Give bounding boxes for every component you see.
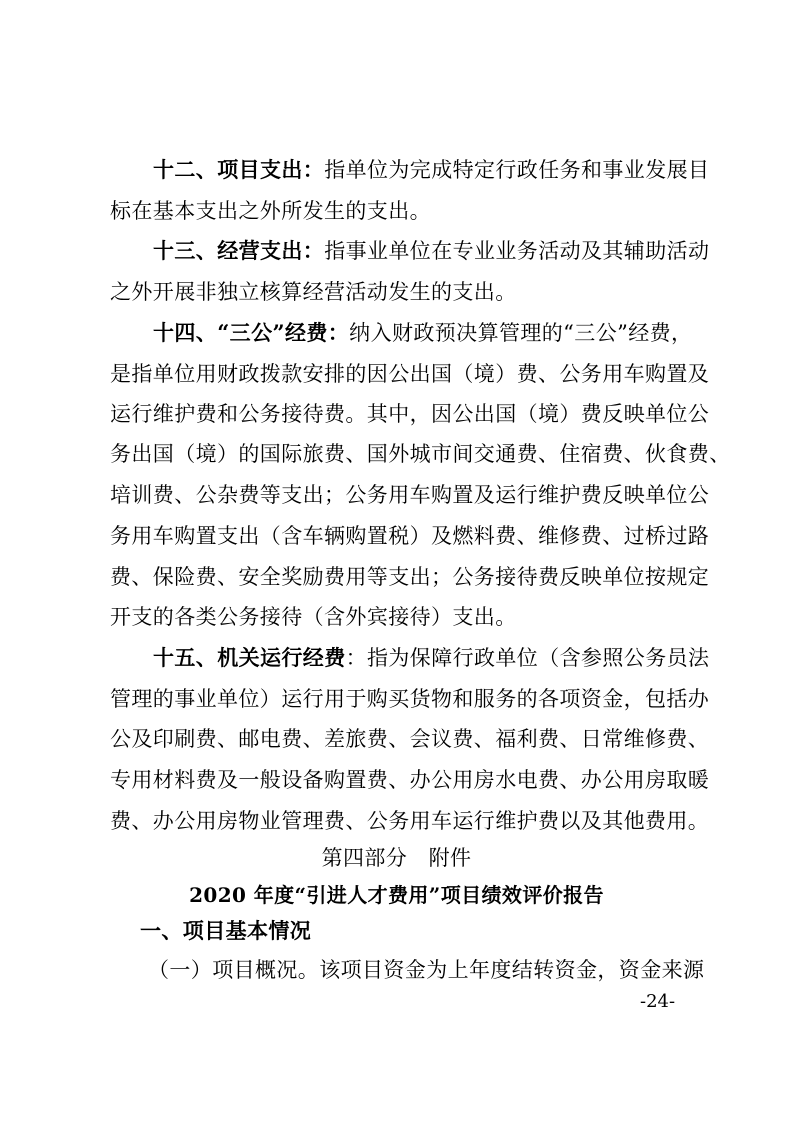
- paragraph-14-line-6: 务用车购置支出（含车辆购置税）及燃料费、维修费、过桥过路: [110, 524, 710, 548]
- paragraph-14-line-1: [153, 318, 733, 348]
- paragraph-13-line-2: 之外开展非独立核算经营活动发生的支出。: [110, 280, 517, 304]
- paragraph-13-line-1: [153, 236, 733, 266]
- definition-15-part-1: ：指为保障行政单位（含参照公务员法: [345, 646, 710, 670]
- paragraph-14-line-2: 是指单位用财政拨款安排的因公出国（境）费、公务用车购置及: [110, 362, 710, 386]
- page-number: -24-: [640, 991, 676, 1012]
- section-heading-1: 一、项目基本情况: [140, 918, 312, 943]
- paragraph-15-line-3: 公及印刷费、邮电费、差旅费、会议费、福利费、日常维修费、: [110, 727, 710, 751]
- paragraph-14-line-5: 培训费、公杂费等支出；公务用车购置及运行维护费反映单位公: [110, 483, 710, 507]
- term-13: 十三、经营支出：: [153, 238, 325, 263]
- term-12: 十二、项目支出：: [153, 157, 325, 182]
- definition-14-part-1: 纳入财政预决算管理的“三公”经费，: [349, 321, 693, 345]
- paragraph-15-line-1: [153, 643, 733, 673]
- paragraph-14-line-4: 务出国（境）的国际旅费、国外城市间交通费、住宿费、伙食费、: [110, 442, 731, 466]
- term-15: 十五、机关运行经费: [153, 645, 346, 670]
- paragraph-15-line-5: 费、办公用房物业管理费、公务用车运行维护费以及其他费用。: [110, 809, 710, 833]
- paragraph-12-line-2: 标在基本支出之外所发生的支出。: [110, 199, 431, 223]
- paragraph-15-line-2: 管理的事业单位）运行用于购买货物和服务的各项资金，包括办: [110, 687, 710, 711]
- report-title: 2020 年度“引进人才费用”项目绩效评价报告: [189, 883, 604, 907]
- section-title: 第四部分 附件: [321, 846, 472, 870]
- definition-12-part-1: 指单位为完成特定行政任务和事业发展目: [324, 158, 710, 182]
- paragraph-12-line-1: [153, 155, 733, 185]
- subsection-1-line-1: （一）项目概况。该项目资金为上年度结转资金，资金来源: [148, 958, 705, 982]
- paragraph-14-line-7: 费、保险费、安全奖励费用等支出；公务接待费反映单位按规定: [110, 565, 710, 589]
- paragraph-14-line-8: 开支的各类公务接待（含外宾接待）支出。: [110, 605, 517, 629]
- term-14: 十四、“三公”经费：: [153, 320, 350, 345]
- definition-13-part-1: 指事业单位在专业业务活动及其辅助活动: [324, 239, 710, 263]
- paragraph-14-line-3: 运行维护费和公务接待费。其中，因公出国（境）费反映单位公: [110, 402, 710, 426]
- paragraph-15-line-4: 专用材料费及一般设备购置费、办公用房水电费、办公用房取暖: [110, 768, 710, 792]
